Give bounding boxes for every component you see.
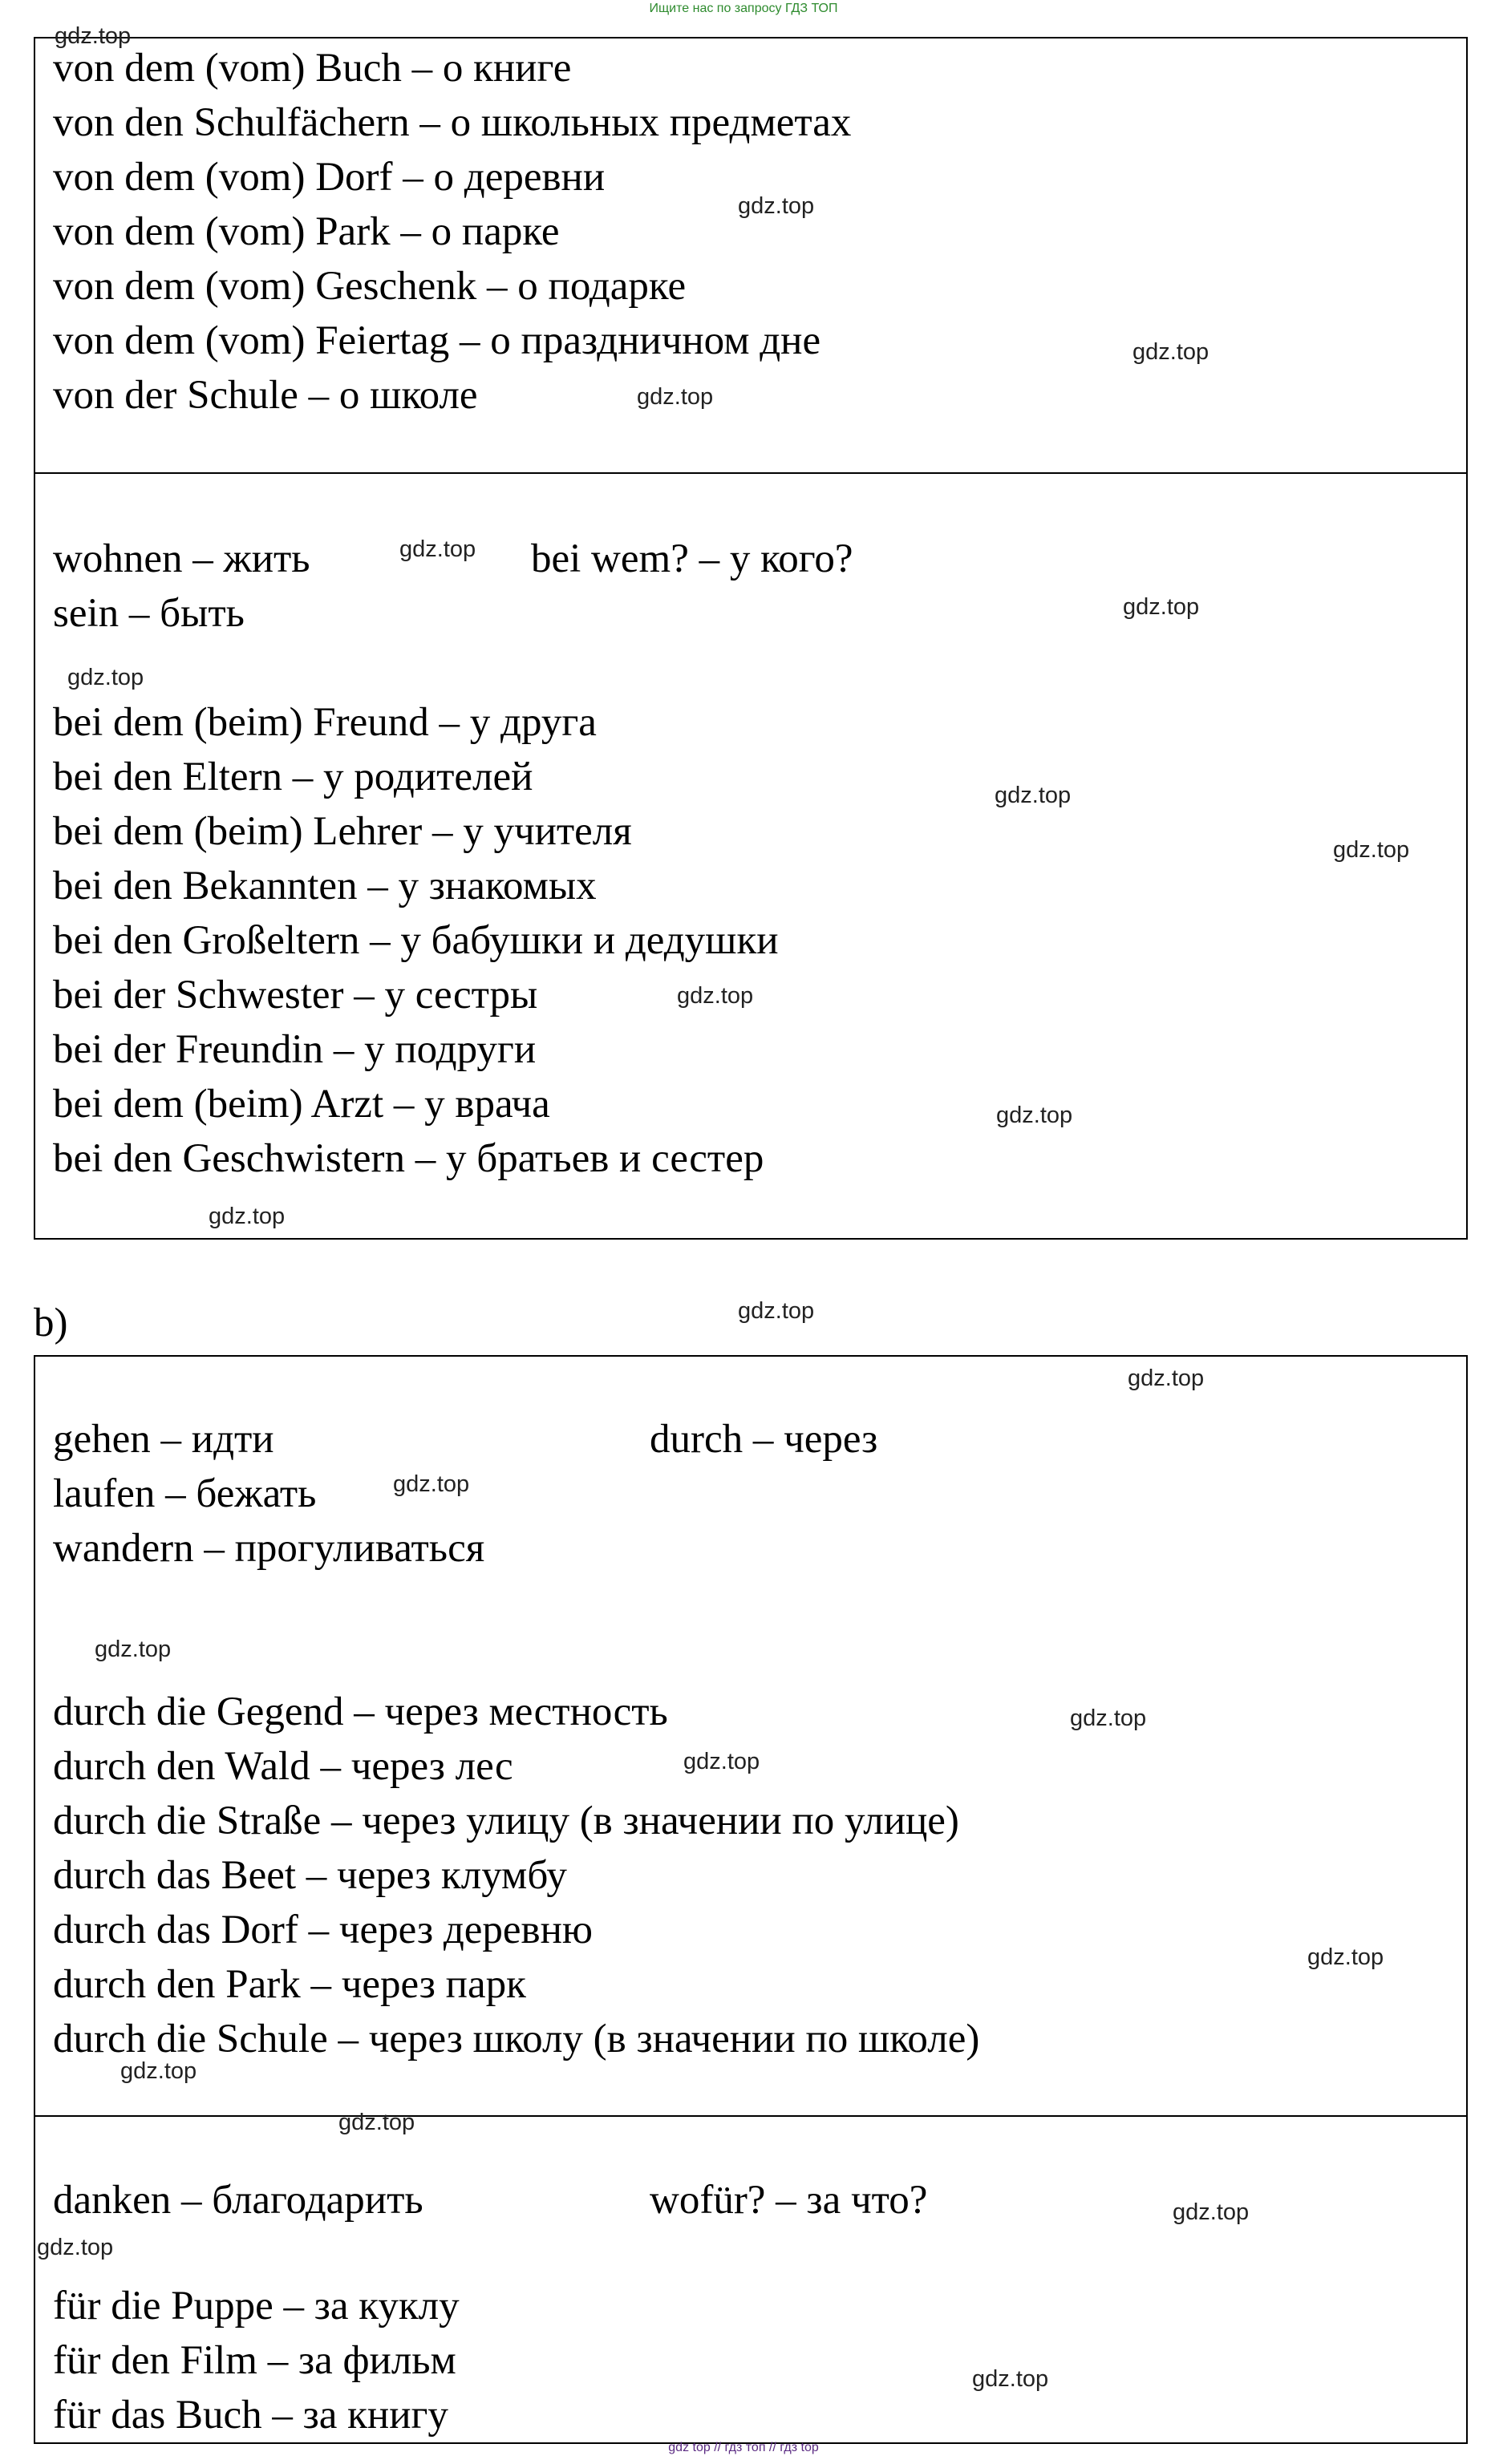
vocab-line: von dem (vom) Dorf – о деревни xyxy=(53,155,606,200)
verb-line: laufen – бежать xyxy=(53,1471,317,1516)
vocab-line: für den Film – за фильм xyxy=(53,2338,456,2383)
vocab-line: von der Schule – о школе xyxy=(53,373,478,418)
header-note[interactable]: Ищите нас по запросу ГДЗ ТОП xyxy=(649,2,838,15)
watermark: gdz.top xyxy=(55,23,132,49)
watermark: gdz.top xyxy=(209,1204,286,1229)
verb-line: wohnen – жить xyxy=(53,536,310,581)
vocab-line: durch die Schule – через школу (в значении по школе) xyxy=(53,2017,980,2061)
question-line: durch – через xyxy=(650,1417,878,1462)
question-line: wofür? – за что? xyxy=(650,2178,928,2223)
vocab-line: durch das Dorf – через деревню xyxy=(53,1908,594,1952)
vocab-line: durch das Beet – через клумбу xyxy=(53,1853,567,1898)
watermark: gdz.top xyxy=(972,2366,1049,2392)
vocab-line: bei den Eltern – у родителей xyxy=(53,755,533,799)
vocab-line: von dem (vom) Park – о парке xyxy=(53,209,560,254)
vocab-line: durch den Wald – через лес xyxy=(53,1744,513,1789)
watermark: gdz.top xyxy=(1123,594,1200,620)
vocab-line: bei den Bekannten – у знакомых xyxy=(53,864,597,908)
watermark: gdz.top xyxy=(683,1749,760,1774)
question-line: bei wem? – у кого? xyxy=(531,536,853,581)
watermark: gdz.top xyxy=(738,193,815,219)
watermark: gdz.top xyxy=(95,1637,172,1662)
vocab-line: bei dem (beim) Lehrer – у учителя xyxy=(53,809,632,854)
watermark: gdz.top xyxy=(1128,1366,1205,1391)
verb-line: sein – быть xyxy=(53,591,245,636)
section-b-divider xyxy=(34,2115,1468,2117)
watermark: gdz.top xyxy=(738,1298,815,1324)
vocab-line: für die Puppe – за куклу xyxy=(53,2284,460,2328)
watermark: gdz.top xyxy=(1132,339,1209,365)
watermark: gdz.top xyxy=(120,2058,197,2084)
vocab-line: bei dem (beim) Arzt – у врача xyxy=(53,1082,550,1127)
watermark: gdz.top xyxy=(1307,1944,1384,1970)
watermark: gdz.top xyxy=(37,2235,114,2260)
footer-note[interactable]: gdz top // гдз топ // гдз top xyxy=(668,2441,819,2454)
verb-line: danken – благодарить xyxy=(53,2178,423,2223)
watermark: gdz.top xyxy=(1070,1705,1147,1731)
verb-line: wandern – прогуливаться xyxy=(53,1526,485,1571)
vocab-line: durch die Gegend – через местность xyxy=(53,1689,668,1734)
section-b-box xyxy=(34,1355,1468,2444)
watermark: gdz.top xyxy=(995,783,1072,808)
vocab-line: von dem (vom) Feiertag – о праздничном дне xyxy=(53,318,821,363)
vocab-line: von dem (vom) Buch – о книге xyxy=(53,46,572,91)
vocab-line: bei dem (beim) Freund – у друга xyxy=(53,700,597,745)
vocab-line: von den Schulfächern – о школьных предметах xyxy=(53,100,852,145)
watermark: gdz.top xyxy=(996,1103,1073,1128)
watermark: gdz.top xyxy=(338,2110,415,2135)
vocab-line: von dem (vom) Geschenk – о подарке xyxy=(53,264,687,309)
vocab-line: bei den Großeltern – у бабушки и дедушки xyxy=(53,918,779,963)
watermark: gdz.top xyxy=(637,384,714,410)
vocab-line: durch die Straße – через улицу (в значении по улице) xyxy=(53,1798,959,1843)
vocab-line: bei der Schwester – у сестры xyxy=(53,973,538,1018)
vocab-line: für das Buch – за книгу xyxy=(53,2393,448,2438)
watermark: gdz.top xyxy=(677,983,754,1009)
watermark: gdz.top xyxy=(399,536,476,562)
vocab-line: bei den Geschwistern – у братьев и сестер xyxy=(53,1136,764,1181)
watermark: gdz.top xyxy=(67,665,144,690)
verb-line: gehen – идти xyxy=(53,1417,274,1462)
section-a-divider xyxy=(34,472,1468,474)
watermark: gdz.top xyxy=(1173,2199,1250,2225)
watermark: gdz.top xyxy=(1333,837,1410,863)
vocab-line: bei der Freundin – у подруги xyxy=(53,1027,537,1072)
vocab-line: durch den Park – через парк xyxy=(53,1962,526,2007)
section-b-label: b) xyxy=(34,1301,68,1345)
watermark: gdz.top xyxy=(393,1471,470,1497)
